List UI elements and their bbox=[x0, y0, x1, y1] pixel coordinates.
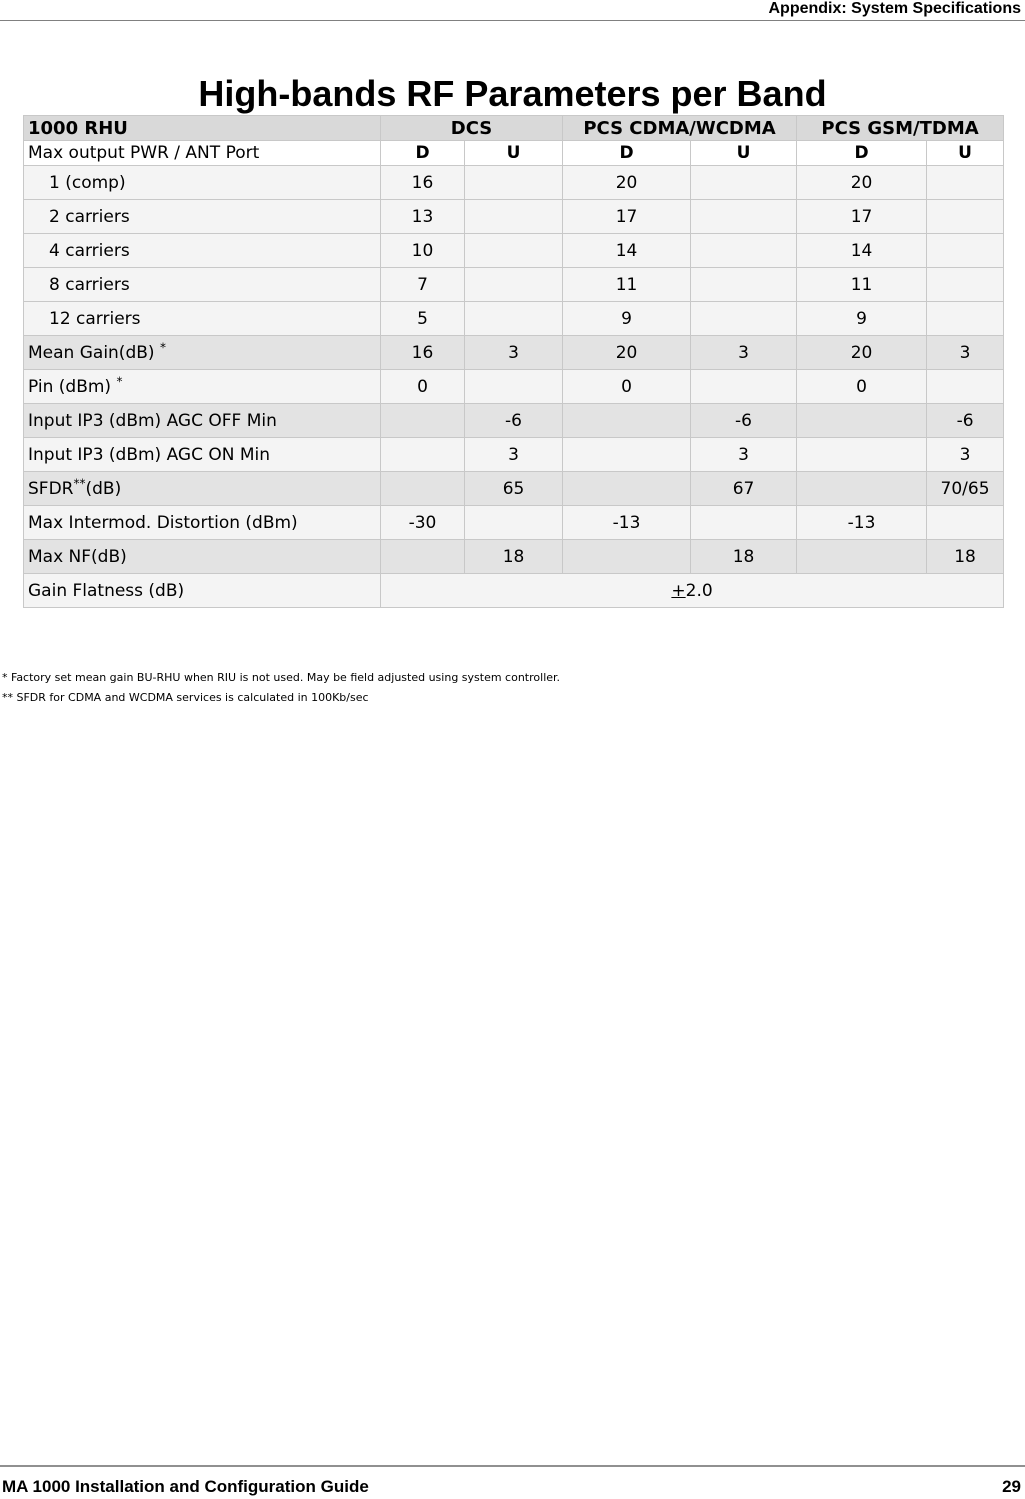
table-cell bbox=[465, 200, 563, 234]
table-cell: 20 bbox=[563, 166, 691, 200]
table-cell bbox=[381, 540, 465, 574]
table-cell bbox=[927, 234, 1004, 268]
table-cell: 67 bbox=[691, 472, 797, 506]
row-label bbox=[24, 438, 381, 472]
table-cell: 13 bbox=[381, 200, 465, 234]
page-footer bbox=[0, 1465, 1025, 1499]
row-label bbox=[24, 506, 381, 540]
table-row bbox=[24, 370, 1004, 404]
table-cell: 3 bbox=[927, 438, 1004, 472]
table-row bbox=[24, 540, 1004, 574]
footnote-mean-gain: * Factory set mean gain BU-RHU when RIU is not used. May be field adjusted using system controller. bbox=[2, 671, 561, 684]
row-label: 12 carriers bbox=[24, 302, 381, 336]
table-cell: 65 bbox=[465, 472, 563, 506]
table-cell bbox=[927, 268, 1004, 302]
page-number: 29 bbox=[1002, 1477, 1021, 1496]
table-cell: 11 bbox=[563, 268, 691, 302]
row-label bbox=[24, 540, 381, 574]
row-label: 2 carriers bbox=[24, 200, 381, 234]
table-cell bbox=[691, 200, 797, 234]
table-cell: 20 bbox=[563, 336, 691, 370]
table-cell: 14 bbox=[797, 234, 927, 268]
table-cell: 3 bbox=[465, 438, 563, 472]
table-cell: 10 bbox=[381, 234, 465, 268]
band-pcs-cdma-wcdma: PCS CDMA/WCDMA bbox=[563, 116, 797, 141]
table-row bbox=[24, 200, 1004, 234]
row-label-text: Mean Gain(dB) bbox=[28, 342, 155, 363]
table-cell: 16 bbox=[381, 336, 465, 370]
table-cell: 20 bbox=[797, 166, 927, 200]
table-cell: -6 bbox=[927, 404, 1004, 438]
table-cell bbox=[563, 438, 691, 472]
table-cell bbox=[563, 404, 691, 438]
row-label-text: Max NF(dB) bbox=[28, 546, 127, 567]
table-row bbox=[24, 472, 1004, 506]
rf-parameters-table bbox=[23, 115, 1004, 608]
table-cell bbox=[927, 506, 1004, 540]
table-cell bbox=[563, 540, 691, 574]
table-cell: 14 bbox=[563, 234, 691, 268]
table-cell bbox=[563, 472, 691, 506]
table-cell bbox=[381, 472, 465, 506]
table-cell bbox=[797, 404, 927, 438]
table-cell: 9 bbox=[563, 302, 691, 336]
table-cell bbox=[797, 438, 927, 472]
footnote-marker: ** bbox=[73, 475, 86, 490]
table-row bbox=[24, 404, 1004, 438]
table-cell bbox=[927, 200, 1004, 234]
guide-title: MA 1000 Installation and Configuration Guide bbox=[2, 1477, 369, 1496]
table-cell: 5 bbox=[381, 302, 465, 336]
table-cell: 0 bbox=[563, 370, 691, 404]
carrier-rows bbox=[24, 166, 1004, 336]
header-text: Appendix: System Specifications bbox=[768, 0, 1021, 17]
table-cell: 70/65 bbox=[927, 472, 1004, 506]
gain-flatness-number: 2.0 bbox=[685, 580, 713, 601]
page-header bbox=[0, 0, 1025, 21]
table-cell: -6 bbox=[465, 404, 563, 438]
table-cell bbox=[465, 166, 563, 200]
row-label bbox=[24, 472, 381, 506]
table-cell: 20 bbox=[797, 336, 927, 370]
table-cell bbox=[691, 370, 797, 404]
gain-flatness-value bbox=[381, 574, 1004, 608]
table-cell: 11 bbox=[797, 268, 927, 302]
table-row bbox=[24, 166, 1004, 200]
table-cell bbox=[691, 302, 797, 336]
table-row bbox=[24, 438, 1004, 472]
table-cell: 18 bbox=[465, 540, 563, 574]
table-cell bbox=[691, 506, 797, 540]
gain-flatness-label: Gain Flatness (dB) bbox=[24, 574, 381, 608]
table-cell bbox=[465, 302, 563, 336]
table-row bbox=[24, 336, 1004, 370]
table-cell bbox=[927, 370, 1004, 404]
table-row bbox=[24, 268, 1004, 302]
row-label: 1 (comp) bbox=[24, 166, 381, 200]
table-cell bbox=[927, 302, 1004, 336]
row-label-suffix: (dB) bbox=[85, 478, 122, 499]
table-cell bbox=[465, 506, 563, 540]
max-output-label: Max output PWR / ANT Port bbox=[24, 141, 381, 166]
band-header-row bbox=[24, 116, 1004, 141]
rhu-label: 1000 RHU bbox=[24, 116, 381, 141]
direction-header-row bbox=[24, 141, 1004, 166]
table-row bbox=[24, 302, 1004, 336]
row-label-text: Input IP3 (dBm) AGC OFF Min bbox=[28, 410, 277, 431]
table-cell: 0 bbox=[797, 370, 927, 404]
table-cell: 18 bbox=[691, 540, 797, 574]
table-row bbox=[24, 234, 1004, 268]
table-cell: 17 bbox=[797, 200, 927, 234]
row-label bbox=[24, 404, 381, 438]
direction-label: D bbox=[797, 141, 927, 166]
table-cell: 3 bbox=[691, 336, 797, 370]
table-cell bbox=[691, 234, 797, 268]
table-cell bbox=[691, 166, 797, 200]
footnotes bbox=[2, 668, 560, 708]
table-cell bbox=[465, 370, 563, 404]
row-label-text: Pin (dBm) bbox=[28, 376, 112, 397]
table-cell bbox=[381, 404, 465, 438]
table-cell: 17 bbox=[563, 200, 691, 234]
row-label bbox=[24, 336, 381, 370]
table-cell: 16 bbox=[381, 166, 465, 200]
table-cell: 18 bbox=[927, 540, 1004, 574]
table-cell bbox=[797, 472, 927, 506]
table-cell: 7 bbox=[381, 268, 465, 302]
parameter-rows bbox=[24, 336, 1004, 574]
table-row bbox=[24, 506, 1004, 540]
direction-label: D bbox=[563, 141, 691, 166]
row-label-text: SFDR bbox=[28, 478, 74, 499]
row-label: 4 carriers bbox=[24, 234, 381, 268]
table-cell bbox=[381, 438, 465, 472]
table-cell: 0 bbox=[381, 370, 465, 404]
table-cell: -6 bbox=[691, 404, 797, 438]
table-cell: 3 bbox=[927, 336, 1004, 370]
direction-label: U bbox=[465, 141, 563, 166]
table-cell: 9 bbox=[797, 302, 927, 336]
table-cell: -13 bbox=[563, 506, 691, 540]
table-cell: 3 bbox=[691, 438, 797, 472]
table-cell bbox=[927, 166, 1004, 200]
footnote-sfdr: ** SFDR for CDMA and WCDMA services is calculated in 100Kb/sec bbox=[2, 691, 369, 704]
table-cell: 3 bbox=[465, 336, 563, 370]
gain-flatness-row bbox=[24, 574, 1004, 608]
direction-label: U bbox=[691, 141, 797, 166]
band-pcs-gsm-tdma: PCS GSM/TDMA bbox=[797, 116, 1004, 141]
row-label: 8 carriers bbox=[24, 268, 381, 302]
document-title: High-bands RF Parameters per Band bbox=[198, 73, 827, 114]
direction-label: D bbox=[381, 141, 465, 166]
direction-label: U bbox=[927, 141, 1004, 166]
table-cell: -30 bbox=[381, 506, 465, 540]
row-label-text: Input IP3 (dBm) AGC ON Min bbox=[28, 444, 271, 465]
table-cell bbox=[465, 234, 563, 268]
table-cell bbox=[691, 268, 797, 302]
plus-minus-sign: + bbox=[671, 580, 686, 601]
table-cell bbox=[797, 540, 927, 574]
band-dcs: DCS bbox=[381, 116, 563, 141]
row-label bbox=[24, 370, 381, 404]
table-cell bbox=[465, 268, 563, 302]
footnote-marker: * bbox=[116, 373, 123, 388]
footnote-marker: * bbox=[159, 339, 166, 354]
table-cell: -13 bbox=[797, 506, 927, 540]
row-label-text: Max Intermod. Distortion (dBm) bbox=[28, 512, 298, 533]
